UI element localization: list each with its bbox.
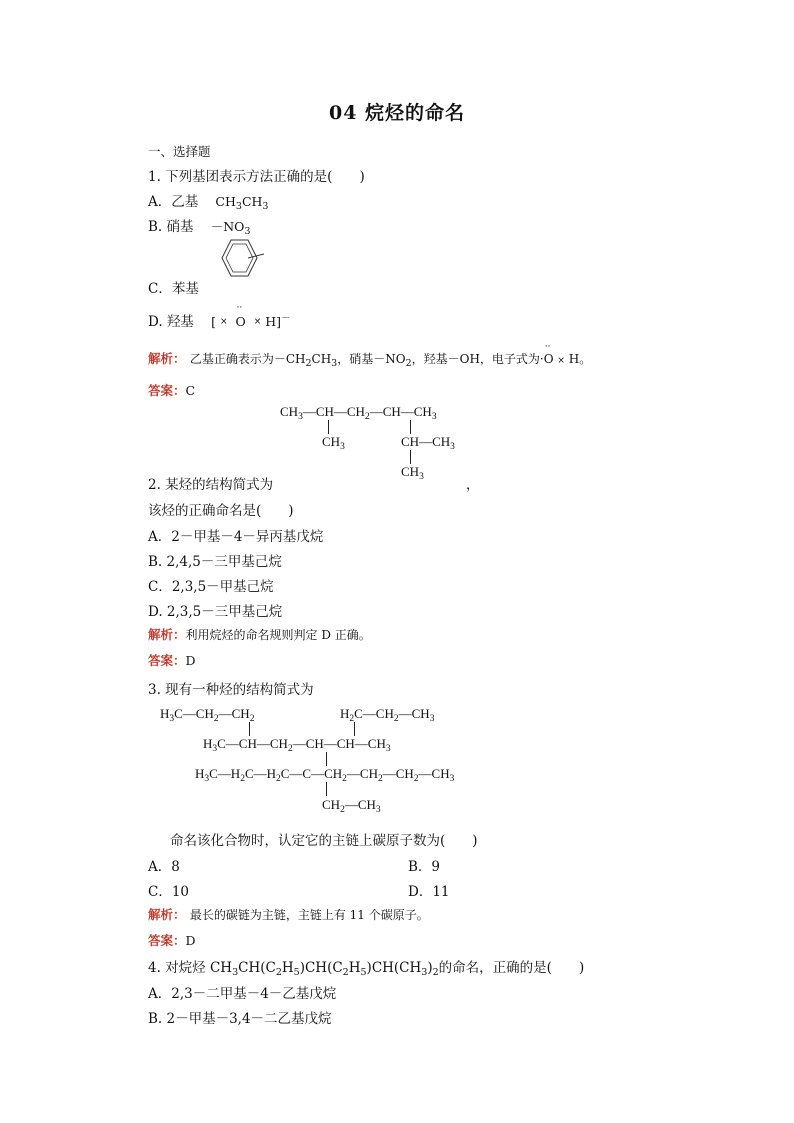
q2-option-c: C．2,3,5－甲基己烷 — [148, 579, 274, 595]
benzene-ring-diagram — [212, 236, 270, 286]
q1-option-c: C．苯基 — [148, 281, 199, 297]
q2-stem-2: 该烃的正确命名是( ) — [148, 503, 294, 519]
q4-stem: 4. 对烷烃 $CH_3CH(C_2H_5)CH(C_2H_5)CH(CH_3)_2$的命名，正确的是( ) — [148, 960, 585, 978]
q3-option-a: A．8 — [148, 859, 180, 875]
q1-stem: 1. 下列基团表示方法正确的是( ) — [148, 169, 365, 185]
q3-answer: 答案：D — [148, 933, 196, 948]
q3-analysis: 解析： 最长的碳链为主链，主链上有 11 个碳原子。 — [148, 907, 429, 922]
q3-option-b: B．9 — [408, 859, 441, 875]
q2-option-b: B. 2,4,5－三甲基己烷 — [148, 554, 282, 570]
q2-answer: 答案：D — [148, 653, 196, 668]
page-title: 04 烷烃的命名 — [328, 102, 466, 124]
q1-option-b-formula: $-NO_3$ — [210, 219, 251, 237]
q2-option-a: A．2－甲基－4－异丙基戊烷 — [148, 529, 324, 545]
q1-option-a-formula: $CH_3CH_3$ — [215, 194, 269, 212]
q2-answer-value: D — [185, 653, 196, 668]
q2-analysis-text: 利用烷烃的命名规则判定 D 正确。 — [185, 628, 371, 642]
q3-answer-value: D — [185, 933, 196, 948]
q1-analysis-text: 乙基正确表示为$-CH_2CH_3$，硝基$-NO_2$，羟基－OH，电子式为· ·· O × H。 — [189, 342, 592, 369]
section-heading: 一、选择题 — [148, 144, 211, 159]
q3-stem: 3. 现有一种烃的结构简式为 — [148, 682, 314, 698]
q3-analysis-text: 最长的碳链为主链，主链上有 11 个碳原子。 — [189, 908, 429, 922]
q2-stem: 2. 某烃的结构简式为 — [148, 477, 274, 493]
q1-analysis: 解析： 乙基正确表示为$-CH_2CH_3$，硝基$-NO_2$，羟基－OH，电子式为· ·· O × H。 — [148, 342, 592, 369]
q1-option-a-label: A．乙基 — [148, 194, 199, 210]
q1-option-d — [148, 303, 291, 330]
q2-analysis: 解析：利用烷烃的命名规则判定 D 正确。 — [148, 627, 371, 642]
q4-option-a: A．2,3－二甲基－4－乙基戊烷 — [148, 986, 337, 1002]
q1-option-d-formula: [ × ·· O × H]－ — [211, 303, 291, 329]
q1-option-b-label: B. 硝基 — [148, 219, 194, 235]
q2-comma: ， — [466, 477, 480, 493]
q3-option-c: C．10 — [148, 884, 190, 900]
q3-stem-2: 命名该化合物时，认定它的主链上碳原子数为( ) — [170, 833, 478, 849]
q1-answer: 答案：C — [148, 383, 196, 398]
q2-option-d: D. 2,3,5－三甲基己烷 — [148, 604, 283, 620]
q1-option-a — [148, 190, 268, 212]
q4-option-b: B. 2－甲基－3,4－二乙基戊烷 — [148, 1011, 332, 1027]
q1-option-b — [148, 215, 250, 237]
q1-answer-value: C — [185, 383, 196, 398]
q1-option-d-label: D. 羟基 — [148, 314, 194, 330]
document-page: 04 烷烃的命名 一、选择题 1. 下列基团表示方法正确的是( ) A．乙基 $CH_3CH_3$ B. 硝基 $-NO_3$ C．苯基 D. 羟基 [ × ·· O × H]－ 解析： 乙基正确表示为$-CH_2CH_3$，硝基$-NO_2$，羟基－OH，电子式为· ·· O × H。 答案：C $CH_3—CH—CH_2—CH—CH_3$ $CH_3$ $CH—CH_3$ $CH_3$ 2. 某烃的结构简式为 ， 该烃的正确命名是( ) A．2－甲基－4－异丙基戊烷 B. 2,4,5－三甲基己烷 C．2,3,5－甲基己烷 D. 2,3,5－三甲基己烷 解析：利用烷烃的命名规则判定 D 正确。 答案：D 3. 现有一种烃的结构简式为 $H_3C—CH_2—CH_2$ $H_2C—CH_2—CH_3$ $H_3C—CH—CH_2—CH—CH—CH_3$ $H_3C—H_2C—H_2C—C—CH_2—CH_2—CH_2—CH_3$ $CH_2—CH_3$ 命名该化合物时，认定它的主链上碳原子数为( ) A．8 B．9 C．10 D．11 解析： 最长的碳链为主链，主链上有 11 个碳原子。 答案：D 4. 对烷烃 $CH_3CH(C_2H_5)CH(C_2H_5)CH(CH_3)_2$的命名，正确的是( ) A．2,3－二甲基－4－乙基戊烷 B. 2－甲基－3,4－二乙基戊烷 — [0, 0, 794, 1123]
q3-option-d: D．11 — [408, 884, 450, 900]
